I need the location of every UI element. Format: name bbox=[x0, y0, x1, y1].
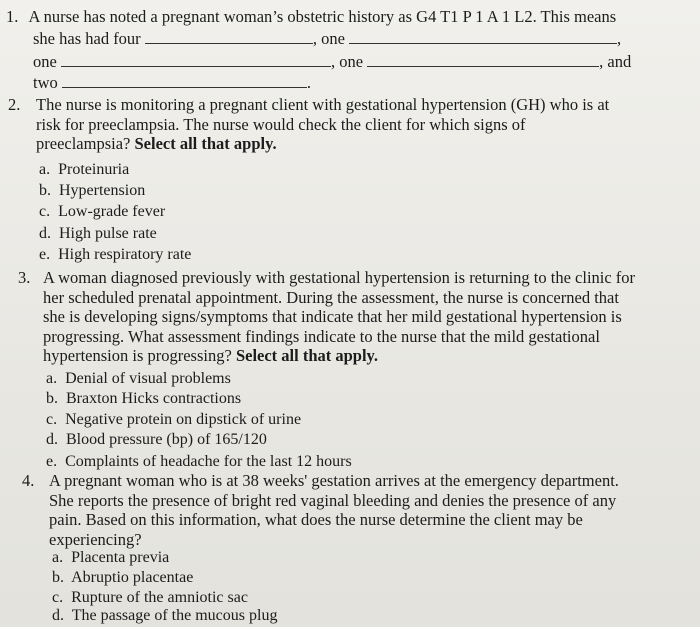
q1-lead: A nurse has noted a pregnant woman’s obstetric history as G4 T1 P 1 A 1 L2. This means bbox=[28, 7, 617, 26]
q1-text-one-b: one bbox=[33, 52, 57, 71]
q4-option-c[interactable] bbox=[52, 588, 248, 608]
q2-line-2: risk for preeclampsia. The nurse would check the client for which signs of bbox=[36, 114, 526, 134]
q3-option-d-text: Blood pressure (bp) of 165/120 bbox=[66, 431, 267, 448]
q2-option-d-text: High pulse rate bbox=[59, 225, 157, 242]
q2-line-1: The nurse is monitoring a pregnant client with gestational hypertension (GH) who is at bbox=[36, 95, 610, 114]
q2-instruction: Select all that apply. bbox=[134, 134, 277, 153]
q4-option-d[interactable] bbox=[52, 606, 277, 626]
q3-option-c[interactable] bbox=[46, 410, 301, 430]
q1-blank-3[interactable] bbox=[61, 65, 331, 67]
q1-line1 bbox=[6, 7, 616, 27]
q3-option-b-text: Braxton Hicks contractions bbox=[66, 390, 242, 407]
q4-line-1: A pregnant woman who is at 38 weeks' gestation arrives at the emergency department. bbox=[49, 471, 619, 490]
q1-text-one-c: , one bbox=[330, 52, 364, 71]
q3-option-b-letter: b. bbox=[46, 390, 58, 407]
q1-blank-1[interactable] bbox=[145, 42, 313, 44]
q3-option-e-letter: e. bbox=[46, 453, 58, 470]
q1-blank-4[interactable] bbox=[367, 65, 599, 67]
q3-option-c-letter: c. bbox=[46, 411, 58, 428]
q1-line3 bbox=[33, 52, 631, 72]
q4-option-d-text: The passage of the mucous plug bbox=[71, 607, 278, 624]
q3-line-3: she is developing signs/symptoms that indicate that her mild gestational hypertension is bbox=[43, 307, 622, 326]
q3-option-c-text: Negative protein on dipstick of urine bbox=[65, 411, 302, 428]
q3-option-b[interactable] bbox=[46, 389, 241, 409]
q1-text-two: two bbox=[33, 73, 58, 92]
q3-option-a-text: Denial of visual problems bbox=[65, 370, 231, 387]
q3-option-d-letter: d. bbox=[46, 431, 58, 448]
q2-option-a-letter: a. bbox=[39, 161, 51, 178]
q4-option-b-text: Abruptio placentae bbox=[71, 569, 194, 586]
q4-option-c-letter: c. bbox=[52, 589, 64, 606]
q4-option-c-text: Rupture of the amniotic sac bbox=[71, 589, 248, 606]
q2-line-3-text: preeclampsia? bbox=[36, 134, 131, 153]
q2-option-b-letter: b. bbox=[39, 182, 51, 199]
q2-option-d[interactable] bbox=[39, 224, 157, 244]
q1-line2: she has had four , one , bbox=[33, 29, 622, 48]
q1-blank-2[interactable] bbox=[349, 42, 617, 44]
q2-option-a-text: Proteinuria bbox=[58, 161, 130, 178]
q4-option-d-letter: d. bbox=[52, 607, 64, 624]
q2-option-b-text: Hypertension bbox=[59, 182, 146, 199]
q4-line-3: pain. Based on this information, what does the nurse determine the client may be bbox=[49, 510, 583, 529]
q3-option-a[interactable] bbox=[46, 369, 231, 389]
q2-option-d-letter: d. bbox=[39, 225, 51, 242]
q3-line-4: progressing. What assessment findings indicate to the nurse that the mild gestational bbox=[43, 326, 600, 346]
q3-stem bbox=[18, 268, 688, 366]
q2-option-e-letter: e. bbox=[39, 246, 51, 263]
q4-line-2: She reports the presence of bright red vaginal bleeding and denies the presence of any bbox=[49, 490, 617, 510]
q1-text-one-a: , one bbox=[312, 29, 345, 48]
q3-number: 3. bbox=[18, 268, 31, 287]
q2-option-e[interactable] bbox=[39, 245, 191, 265]
q3-option-d[interactable] bbox=[46, 430, 267, 450]
q4-option-a[interactable] bbox=[52, 548, 169, 568]
q4-option-a-letter: a. bbox=[52, 549, 64, 566]
q3-option-e[interactable] bbox=[46, 452, 352, 472]
q2-stem bbox=[8, 95, 688, 154]
q2-number: 2. bbox=[8, 95, 21, 114]
q4-number: 4. bbox=[22, 471, 35, 490]
q1-text-and: , and bbox=[599, 52, 632, 71]
q3-line-5 bbox=[43, 346, 688, 366]
q1-period: . bbox=[306, 73, 311, 92]
q3-line-5-text: hypertension is progressing? bbox=[43, 346, 232, 365]
q4-option-a-text: Placenta previa bbox=[71, 549, 170, 566]
q3-line-2: her scheduled prenatal appointment. During the assessment, the nurse is concerned that bbox=[43, 287, 619, 307]
q1-number: 1. bbox=[6, 7, 19, 26]
q2-option-c-text: Low-grade fever bbox=[58, 203, 166, 220]
q2-option-e-text: High respiratory rate bbox=[58, 246, 192, 263]
q3-option-e-text: Complaints of headache for the last 12 hours bbox=[65, 453, 352, 470]
q4-line-4: experiencing? bbox=[49, 529, 142, 549]
q4-option-b-letter: b. bbox=[52, 569, 64, 586]
q3-instruction: Select all that apply. bbox=[235, 346, 379, 365]
q3-line-1: A woman diagnosed previously with gestational hypertension is returning to the clinic for bbox=[43, 268, 636, 287]
q2-option-c[interactable] bbox=[39, 202, 165, 222]
q1-blank-5[interactable] bbox=[62, 86, 307, 88]
q2-option-c-letter: c. bbox=[39, 203, 51, 220]
q4-stem bbox=[22, 471, 688, 549]
q3-option-a-letter: a. bbox=[46, 370, 58, 387]
q1-text-four: she has had four bbox=[33, 29, 141, 48]
q2-option-a[interactable] bbox=[39, 160, 129, 180]
q1-line4 bbox=[33, 73, 311, 93]
q2-line-3 bbox=[36, 134, 688, 154]
q2-option-b[interactable] bbox=[39, 181, 145, 201]
q4-option-b[interactable] bbox=[52, 568, 193, 588]
